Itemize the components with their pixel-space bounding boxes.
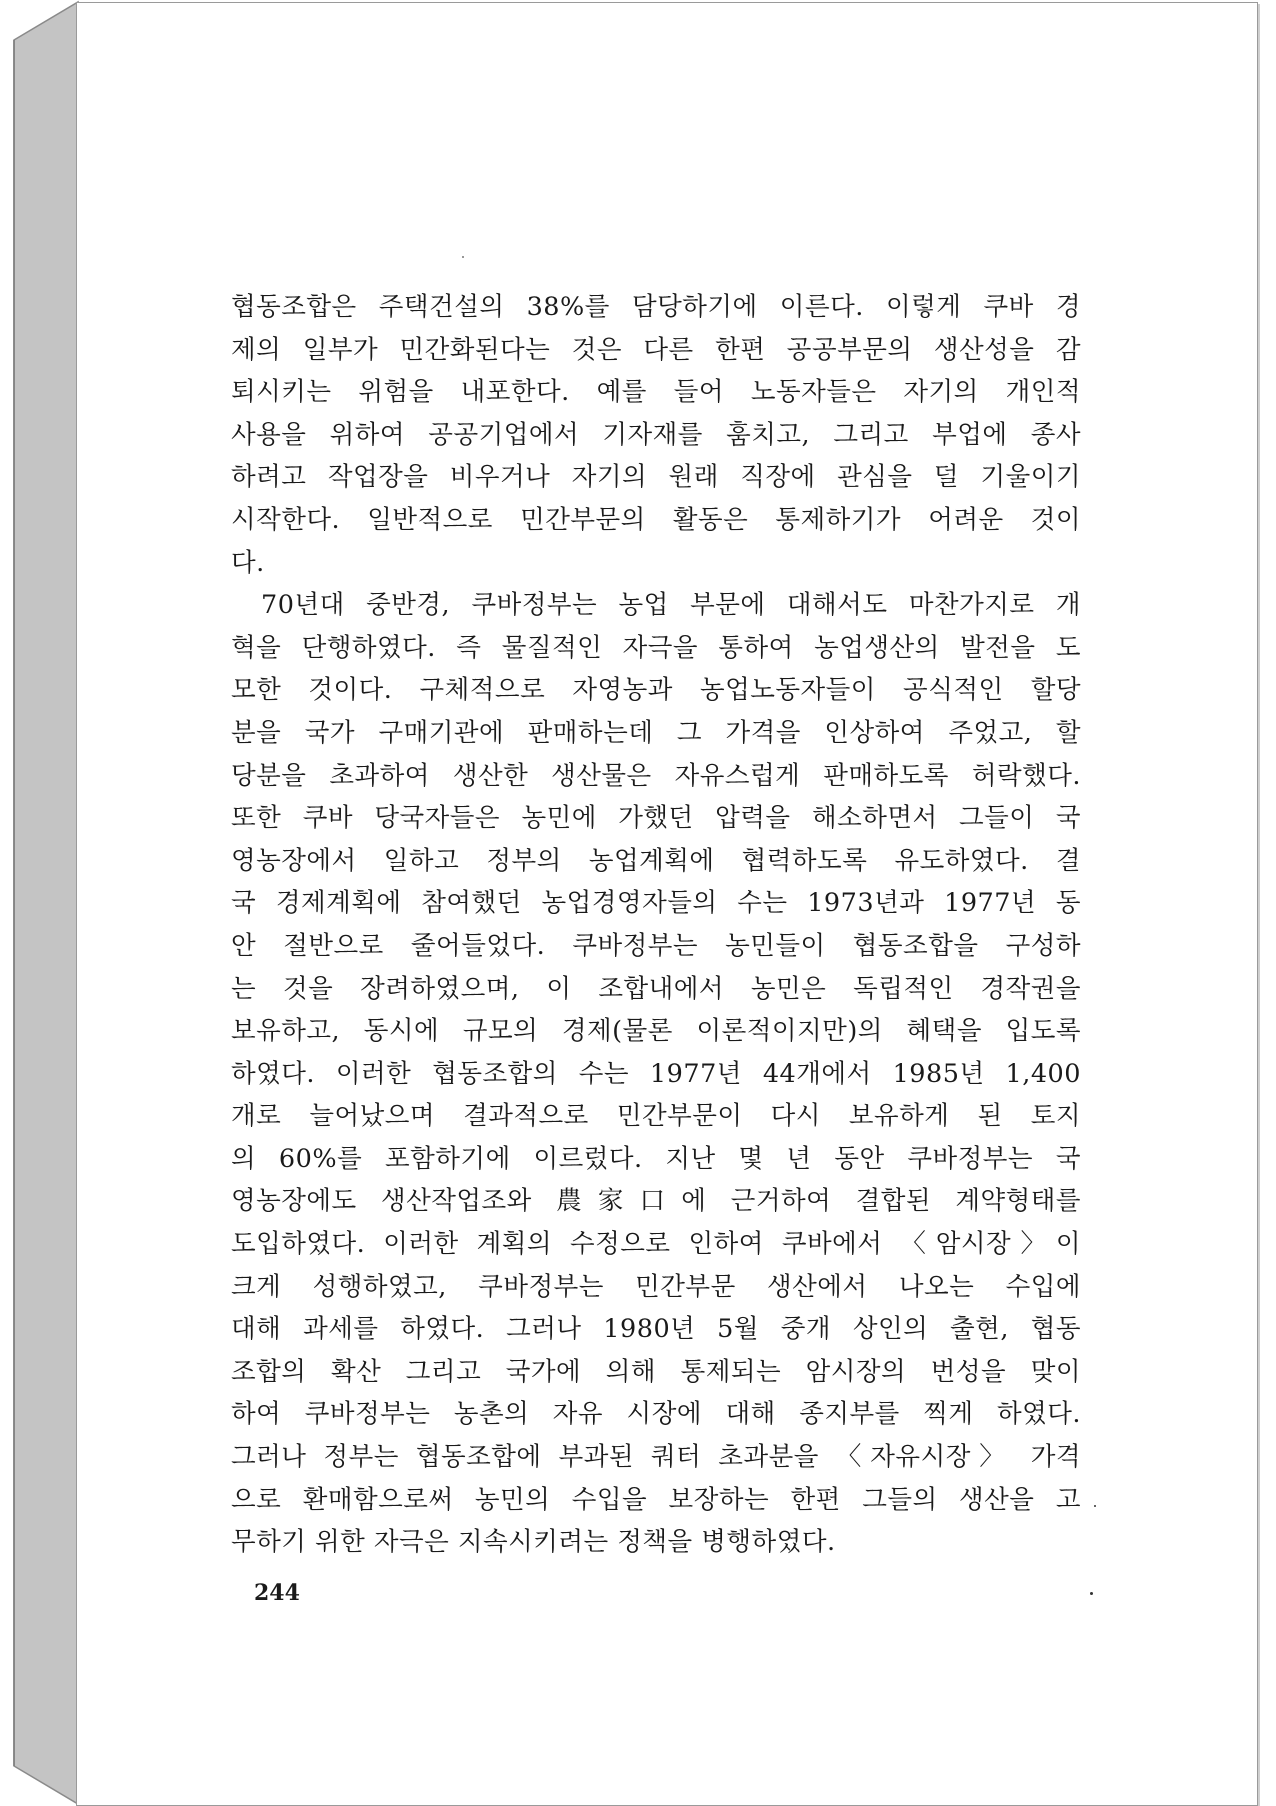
text-line: 하려고 작업장을 비우거나 자기의 원래 직장에 관심을 덜 기울이기	[231, 462, 1081, 493]
scan-speck	[1094, 1505, 1096, 1507]
text-line: 개로 늘어났으며 결과적으로 민간부문이 다시 보유하게 된 토지	[231, 1101, 1081, 1132]
page-number: 244	[254, 1580, 300, 1606]
text-line: 당분을 초과하여 생산한 생산물은 자유스럽게 판매하도록 허락했다.	[231, 760, 1081, 791]
text-line: 사용을 위하여 공공기업에서 기자재를 훔치고, 그리고 부업에 종사	[231, 419, 1081, 450]
text-line: 또한 쿠바 당국자들은 농민에 가했던 압력을 해소하면서 그들이 국	[231, 803, 1081, 834]
scan-speck	[462, 256, 464, 258]
text-line: 조합의 확산 그리고 국가에 의해 통제되는 암시장의 번성을 맞이	[231, 1356, 1081, 1387]
text-line: 국 경제계획에 참여했던 농업경영자들의 수는 1973년과 1977년 동	[231, 888, 1081, 919]
text-line: 영농장에서 일하고 정부의 농업계획에 협력하도록 유도하였다. 결	[231, 845, 1081, 876]
text-line: 영농장에도 생산작업조와 農家口에 근거하여 결합된 계약형태를	[231, 1186, 1081, 1217]
spine-side	[14, 2, 78, 1804]
text-line: 대해 과세를 하였다. 그러나 1980년 5월 중개 상인의 출현, 협동	[231, 1314, 1081, 1345]
body-text	[231, 286, 1081, 1564]
text-line: 퇴시키는 위험을 내포한다. 예를 들어 노동자들은 자기의 개인적	[231, 377, 1081, 408]
text-line: 하였다. 이러한 협동조합의 수는 1977년 44개에서 1985년 1,400	[231, 1058, 1081, 1089]
text-line: 70년대 중반경, 쿠바정부는 농업 부문에 대해서도 마찬가지로 개	[261, 590, 1081, 621]
text-line: 혁을 단행하였다. 즉 물질적인 자극을 통하여 농업생산의 발전을 도	[231, 632, 1081, 663]
text-line: 무하기 위한 자극은 지속시키려는 정책을 병행하였다.	[231, 1527, 836, 1558]
text-line: 안 절반으로 줄어들었다. 쿠바정부는 농민들이 협동조합을 구성하	[231, 930, 1081, 961]
text-line: 그러나 정부는 협동조합에 부과된 쿼터 초과분을 〈자유시장〉 가격	[231, 1442, 1081, 1473]
text-line: 보유하고, 동시에 규모의 경제(물론 이론적이지만)의 혜택을 입도록	[231, 1016, 1081, 1047]
text-line: 의 60%를 포함하기에 이르렀다. 지난 몇 년 동안 쿠바정부는 국	[231, 1143, 1081, 1174]
text-line: 도입하였다. 이러한 계획의 수정으로 인하여 쿠바에서 〈암시장〉이	[231, 1229, 1081, 1260]
text-line: 제의 일부가 민간화된다는 것은 다른 한편 공공부문의 생산성을 감	[231, 334, 1081, 365]
scan-speck	[1090, 1592, 1093, 1595]
text-line: 하여 쿠바정부는 농촌의 자유 시장에 대해 종지부를 찍게 하였다.	[231, 1399, 1081, 1430]
text-line: 협동조합은 주택건설의 38%를 담당하기에 이른다. 이렇게 쿠바 경	[231, 292, 1081, 322]
text-line: 으로 환매함으로써 농민의 수입을 보장하는 한편 그들의 생산을 고	[231, 1484, 1081, 1515]
text-line: 다.	[231, 547, 265, 578]
text-line: 분을 국가 구매기관에 판매하는데 그 가격을 인상하여 주었고, 할	[231, 717, 1081, 748]
text-line: 크게 성행하였고, 쿠바정부는 민간부문 생산에서 나오는 수입에	[231, 1271, 1081, 1302]
text-line: 모한 것이다. 구체적으로 자영농과 농업노동자들이 공식적인 할당	[231, 675, 1081, 706]
text-line: 시작한다. 일반적으로 민간부문의 활동은 통제하기가 어려운 것이	[231, 504, 1081, 535]
text-line: 는 것을 장려하였으며, 이 조합내에서 농민은 독립적인 경작권을	[231, 973, 1081, 1004]
